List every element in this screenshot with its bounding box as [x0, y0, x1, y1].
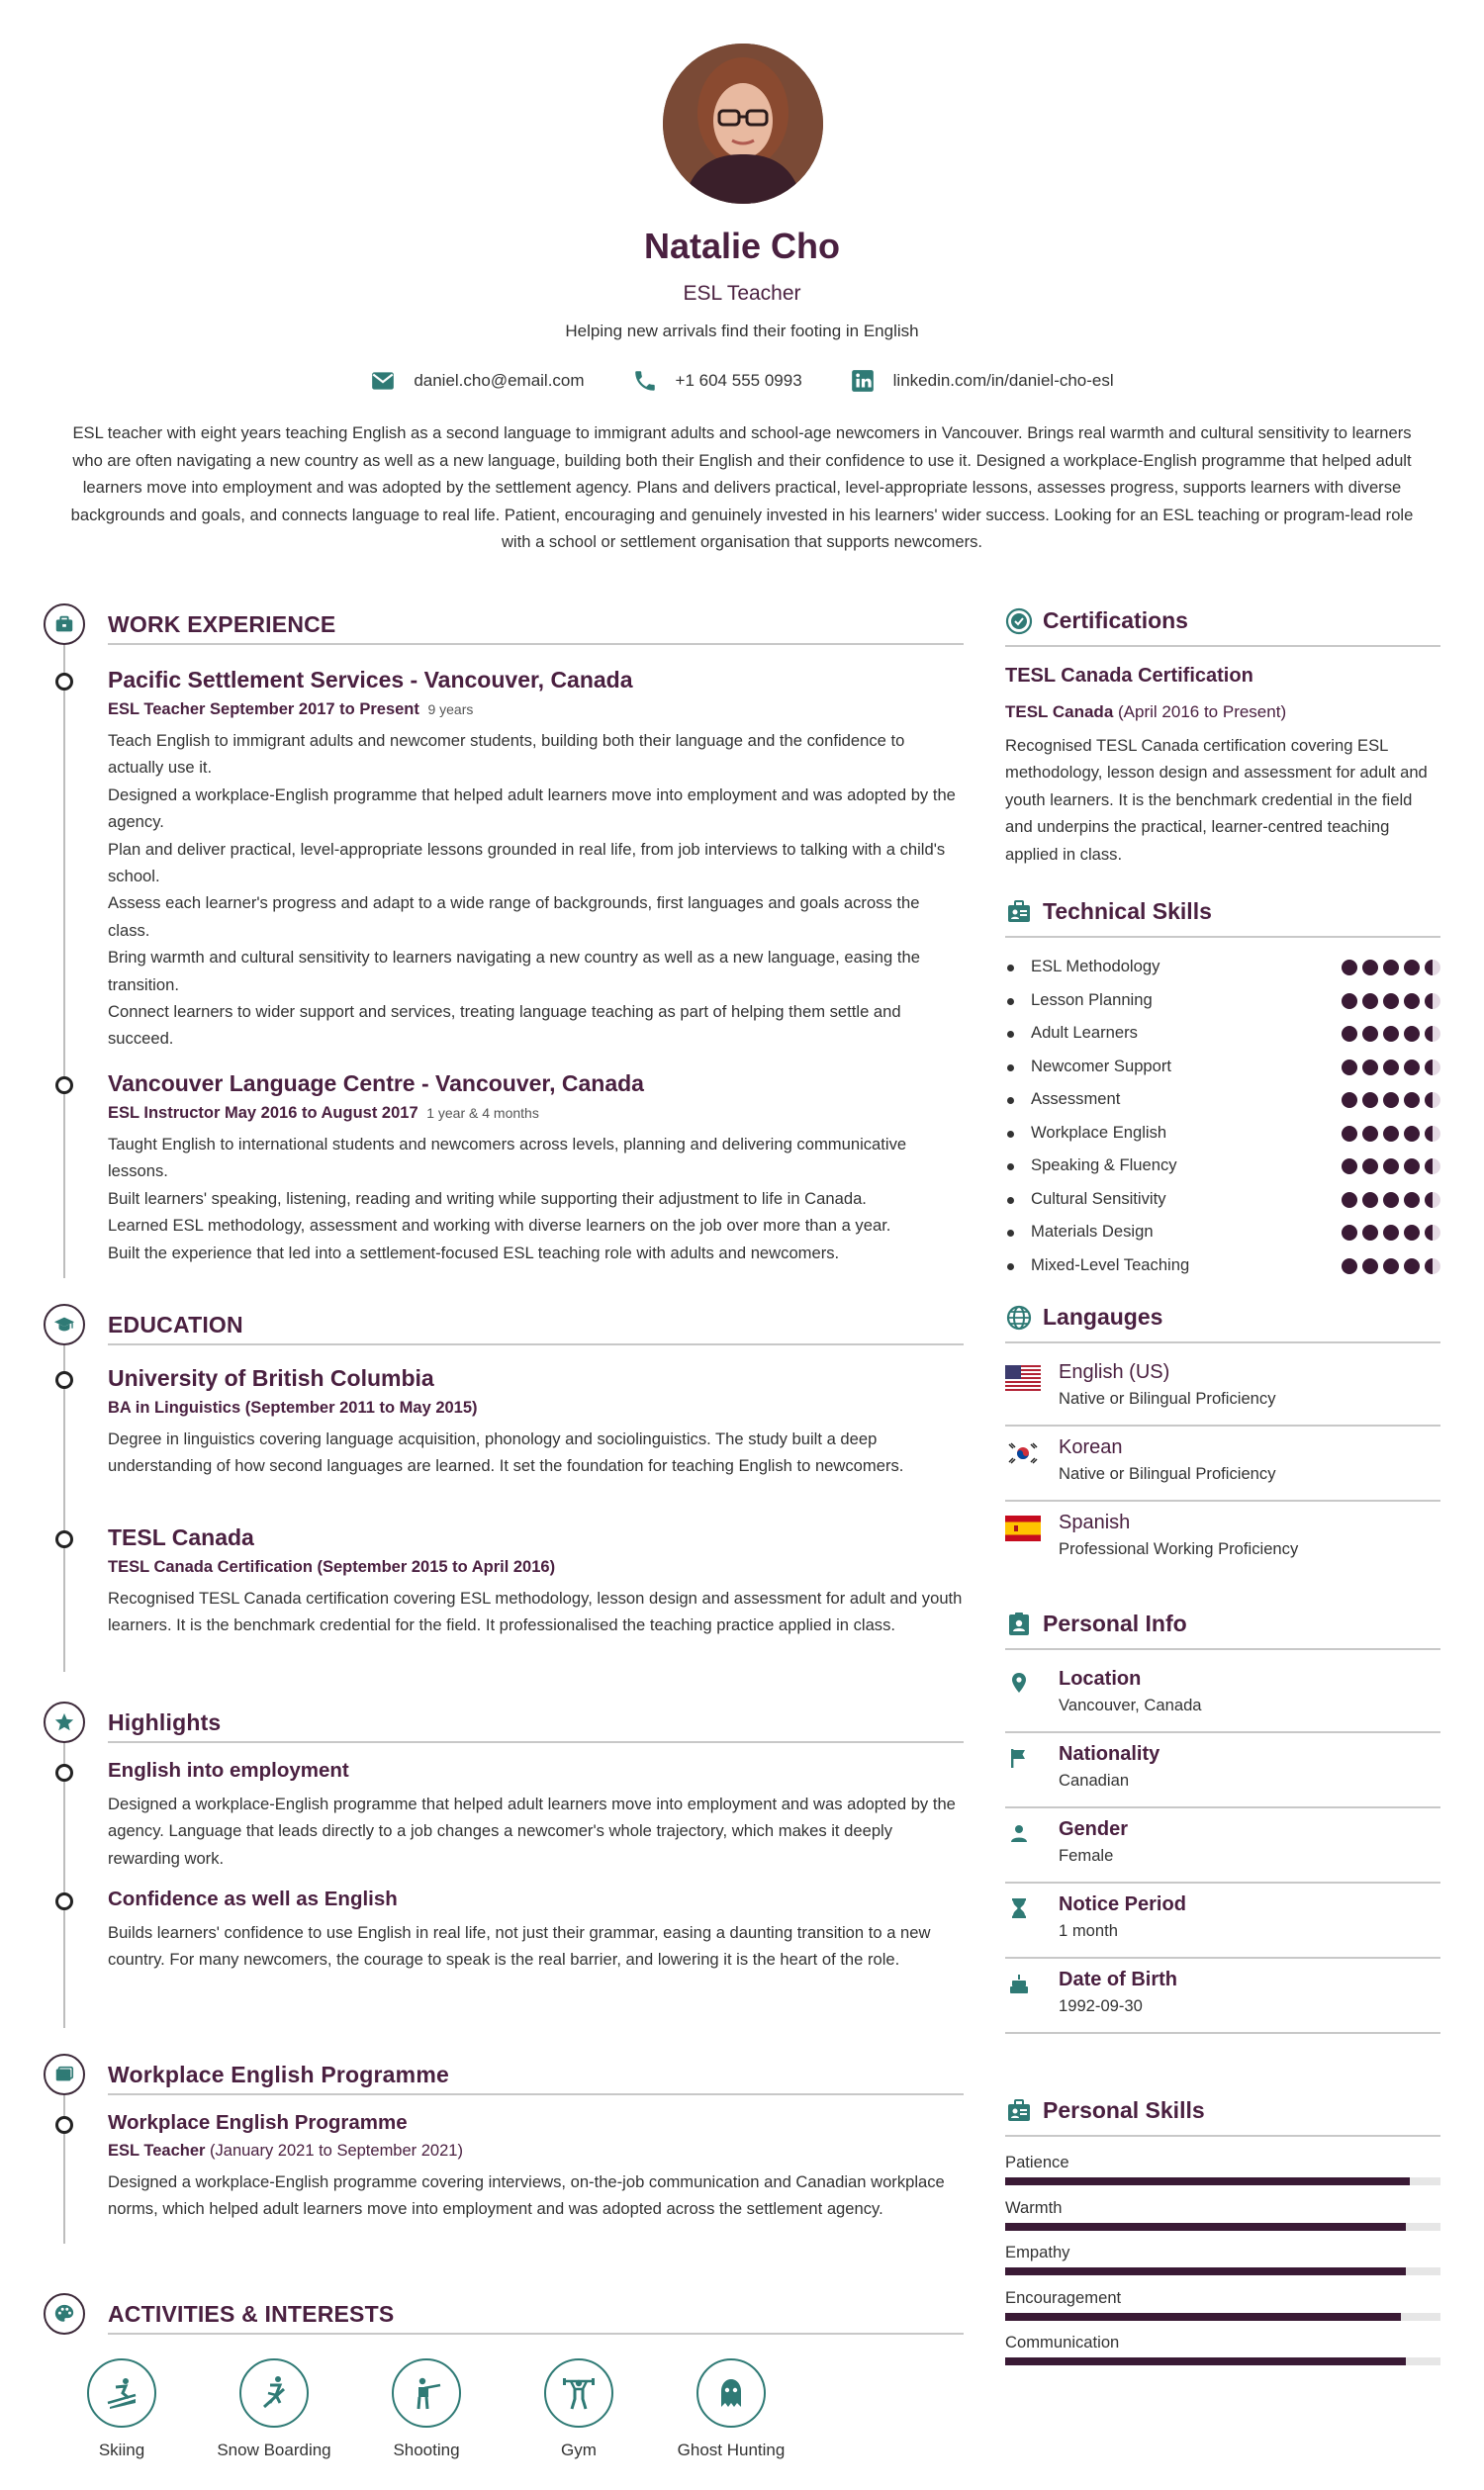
rating-dot [1383, 1192, 1399, 1208]
info-value: Female [1059, 1846, 1114, 1865]
role-dates: May 2016 to August 2017 [224, 1104, 418, 1122]
skill-rating [1342, 1258, 1440, 1274]
shooting-icon [392, 2358, 461, 2428]
skill-rating [1342, 1060, 1440, 1075]
personal-skill-item [1005, 2243, 1440, 2275]
activity-label: Gym [561, 2441, 597, 2459]
bullet-icon [1007, 998, 1014, 1005]
highlight-entry [108, 1759, 964, 1872]
technical-skill-item [1005, 1055, 1440, 1082]
language-level: Native or Bilingual Proficiency [1059, 1464, 1276, 1483]
contact-linkedin[interactable] [850, 368, 1114, 394]
education-description: Degree in linguistics covering language acquisition, phonology and sociolinguistics. The study built a deep understanding of how second languages are learned. It set the foundation for teaching English to newcomers. [108, 1429, 904, 1476]
section-title: Personal Skills [1043, 2097, 1205, 2123]
timeline-dot [55, 1530, 73, 1548]
skill-name: Materials Design [1031, 1222, 1154, 1241]
rating-dot [1342, 993, 1357, 1009]
bullet-icon [1007, 1131, 1014, 1138]
star-icon [44, 1702, 85, 1743]
korea-flag-icon [1005, 1440, 1041, 1466]
technical-skill-item [1005, 988, 1440, 1016]
language-name: Spanish [1059, 1512, 1131, 1533]
bullet-icon [1007, 1031, 1014, 1038]
role-description [108, 1131, 964, 1266]
item-divider [1005, 1957, 1440, 1959]
description-line: Learned ESL methodology, assessment and working with diverse learners on the job over more than a year. [108, 1216, 891, 1236]
skill-rating [1342, 1158, 1440, 1174]
rating-dot [1383, 1126, 1399, 1142]
rating-dot [1362, 993, 1378, 1009]
skill-rating [1342, 960, 1440, 975]
role-title: ESL Instructor [108, 1104, 221, 1122]
personal-skill-item [1005, 2288, 1440, 2321]
section-divider [108, 1343, 964, 1345]
contact-card-icon [1005, 1611, 1033, 1638]
phone-icon [632, 368, 658, 394]
rating-dot [1425, 1126, 1440, 1142]
hourglass-icon [1007, 1896, 1031, 1920]
info-label: Notice Period [1059, 1893, 1186, 1915]
rating-dot [1404, 1060, 1420, 1075]
rating-dot [1362, 1060, 1378, 1075]
rating-dot [1425, 960, 1440, 975]
cake-icon [1007, 1972, 1031, 1995]
timeline-line [63, 1345, 65, 1672]
item-divider [1005, 1731, 1440, 1733]
degree-dates: (September 2011 to May 2015) [244, 1399, 478, 1417]
timeline-dot [55, 673, 73, 691]
rating-dot [1404, 1158, 1420, 1174]
skill-bar-track [1005, 2357, 1440, 2365]
contact-list [0, 368, 1484, 394]
certification-issuer: TESL Canada [1005, 702, 1114, 721]
activity-item [352, 2358, 501, 2460]
bullet-icon [1007, 1197, 1014, 1204]
section-divider [1005, 2135, 1440, 2137]
technical-skill-item [1005, 1220, 1440, 1247]
tagline: Helping new arrivals find their footing in English [565, 322, 919, 340]
item-divider [1005, 1806, 1440, 1808]
role-description [108, 727, 964, 1053]
highlight-title: English into employment [108, 1759, 349, 1782]
certification-title: TESL Canada Certification [1005, 665, 1253, 687]
rating-dot [1425, 1060, 1440, 1075]
skill-rating [1342, 1126, 1440, 1142]
skill-name: Newcomer Support [1031, 1056, 1172, 1075]
info-value: Vancouver, Canada [1059, 1696, 1202, 1714]
description-line: Plan and deliver practical, level-appropriate lessons grounded in real life, from job interviews to talking with a child's school. [108, 839, 946, 886]
section-divider [1005, 645, 1440, 647]
activity-item [505, 2358, 653, 2460]
technical-skill-item [1005, 955, 1440, 982]
rating-dot [1404, 1092, 1420, 1108]
rating-dot [1425, 1192, 1440, 1208]
degree-title: BA in Linguistics [108, 1399, 241, 1417]
personal-skill-item [1005, 2153, 1440, 2185]
item-divider [1005, 1500, 1440, 1502]
skill-name: Mixed-Level Teaching [1031, 1254, 1190, 1274]
badge-check-icon [1005, 607, 1033, 635]
skill-bar-track [1005, 2223, 1440, 2231]
ghost-icon [696, 2358, 766, 2428]
description-line: Built the experience that led into a settlement-focused ESL teaching role with adults and newcomers. [108, 1243, 840, 1262]
item-divider [1005, 2032, 1440, 2034]
bullet-icon [1007, 1097, 1014, 1104]
role-dates: September 2017 to Present [210, 700, 419, 718]
section-divider [1005, 1341, 1440, 1343]
location-pin-icon [1007, 1671, 1031, 1695]
rating-dot [1362, 1092, 1378, 1108]
rating-dot [1404, 1026, 1420, 1042]
section-title: Personal Info [1043, 1611, 1187, 1636]
rating-dot [1425, 1225, 1440, 1241]
section-title: EDUCATION [108, 1312, 243, 1337]
technical-skill-item [1005, 1153, 1440, 1181]
id-badge-icon [1005, 898, 1033, 926]
palette-icon [44, 2293, 85, 2335]
rating-dot [1342, 1258, 1357, 1274]
section-title: Certifications [1043, 607, 1188, 633]
skill-name: Assessment [1031, 1089, 1121, 1108]
skill-rating [1342, 1192, 1440, 1208]
rating-dot [1404, 1225, 1420, 1241]
bullet-icon [1007, 1230, 1014, 1237]
rating-dot [1425, 1158, 1440, 1174]
description-line: Connect learners to wider support and services, treating language teaching as part of helping them settle and succeed. [108, 1002, 901, 1049]
activity-label: Shooting [393, 2441, 460, 2459]
project-description: Designed a workplace-English programme covering interviews, on-the-job communication and Canadian workplace norms, which helped adult learners move into employment and was adopted across the settlement agency. [108, 2172, 945, 2219]
activity-label: Ghost Hunting [677, 2441, 786, 2459]
rating-dot [1342, 1225, 1357, 1241]
language-name: English (US) [1059, 1361, 1170, 1383]
rating-dot [1362, 1126, 1378, 1142]
section-title: Technical Skills [1043, 898, 1212, 924]
skill-bar-fill [1005, 2357, 1406, 2365]
rating-dot [1404, 1126, 1420, 1142]
skill-bar-track [1005, 2267, 1440, 2275]
language-level: Professional Working Proficiency [1059, 1539, 1299, 1558]
email-icon [370, 368, 396, 394]
skill-rating [1342, 993, 1440, 1009]
us-flag-icon [1005, 1365, 1041, 1391]
id-badge-icon [1005, 2097, 1033, 2125]
highlight-description: Designed a workplace-English programme that helped adult learners move into employment and was adopted by the agency. Language that leads directly to a job changes a newcomer's whole trajectory, which makes it deeply rewarding work. [108, 1795, 956, 1868]
rating-dot [1342, 1192, 1357, 1208]
technical-skill-item [1005, 1087, 1440, 1115]
skill-bar-fill [1005, 2177, 1410, 2185]
timeline-dot [55, 1371, 73, 1389]
skiing-icon [87, 2358, 156, 2428]
role-line [108, 700, 964, 719]
contact-email[interactable] [370, 368, 584, 394]
school-name: University of British Columbia [108, 1365, 434, 1391]
technical-skill-item [1005, 1121, 1440, 1149]
degree-line [108, 1399, 964, 1418]
info-label: Nationality [1059, 1743, 1160, 1765]
info-label: Location [1059, 1668, 1142, 1690]
section-divider [1005, 936, 1440, 938]
timeline-line [63, 645, 65, 1278]
rating-dot [1342, 1126, 1357, 1142]
degree-title: TESL Canada Certification [108, 1558, 313, 1576]
project-title: Workplace English Programme [108, 2111, 408, 2134]
folder-icon [44, 2054, 85, 2095]
company-name: Vancouver Language Centre - Vancouver, Canada [108, 1070, 644, 1096]
section-divider [108, 643, 964, 645]
description-line: Built learners' speaking, listening, reading and writing while supporting their adjustment to life in Canada. [108, 1188, 867, 1208]
highlight-title: Confidence as well as English [108, 1888, 398, 1910]
flag-icon [1007, 1746, 1031, 1770]
rating-dot [1362, 1225, 1378, 1241]
section-title: Langauges [1043, 1304, 1163, 1330]
section-title: Highlights [108, 1709, 222, 1735]
description-line: Assess each learner's progress and adapt to a wide range of backgrounds, first languages and goals across the class. [108, 893, 920, 940]
skill-name: Workplace English [1031, 1122, 1167, 1142]
activity-label: Skiing [98, 2441, 145, 2459]
candidate-name: Natalie Cho [643, 226, 841, 266]
rating-dot [1383, 1026, 1399, 1042]
timeline-dot [55, 1764, 73, 1782]
rating-dot [1404, 993, 1420, 1009]
timeline-line [63, 1741, 65, 2028]
activity-item [47, 2358, 196, 2460]
skill-bar-fill [1005, 2267, 1406, 2275]
rating-dot [1425, 1026, 1440, 1042]
timeline-dot [55, 1892, 73, 1910]
description-line: Teach English to immigrant adults and newcomer students, building both their language and the confidence to actually use it. [108, 731, 905, 778]
item-divider [1005, 1882, 1440, 1884]
rating-dot [1383, 1225, 1399, 1241]
company-name: Pacific Settlement Services - Vancouver, Canada [108, 667, 633, 692]
rating-dot [1342, 1158, 1357, 1174]
bullet-icon [1007, 1163, 1014, 1170]
rating-dot [1383, 1060, 1399, 1075]
gym-icon [544, 2358, 613, 2428]
work-entry [108, 1070, 964, 1266]
section-divider [108, 1741, 964, 1743]
project-entry [108, 2111, 964, 2223]
briefcase-icon [44, 603, 85, 645]
section-title: WORK EXPERIENCE [108, 611, 336, 637]
education-entry [108, 1524, 964, 1639]
certification-description: Recognised TESL Canada certification covering ESL methodology, lesson design and assessment for adult and youth learners. It is the benchmark credential in the field and underpins the practical, learner-centred teaching applied in class. [1005, 736, 1428, 864]
degree-line [108, 1558, 964, 1577]
role-duration: 1 year & 4 months [426, 1105, 539, 1121]
timeline-dot [55, 2116, 73, 2134]
section-title: ACTIVITIES & INTERESTS [108, 2301, 395, 2327]
job-title: ESL Teacher [683, 282, 801, 305]
skill-rating [1342, 1092, 1440, 1108]
skill-name: Speaking & Fluency [1031, 1155, 1177, 1174]
activity-item [657, 2358, 805, 2460]
rating-dot [1383, 1258, 1399, 1274]
profile-summary: ESL teacher with eight years teaching English as a second language to immigrant adults and school-age newcomers in Vancouver. Brings real warmth and cultural sensitivity to learners who are often navigating a new country as well as a new language, building both their English and their confidence to use it. Designed a workplace-English programme that helped adult learners move into employment and was adopted by the settlement agency. Plans and delivers practical, level-appropriate lessons, assesses progress, supports learners with diverse backgrounds and goals, and connects language to real life. Patient, encouraging and genuinely invested in his learners' wider success. Looking for an ESL teaching or program-lead role with a school or settlement organisation that supports newcomers. [70, 423, 1414, 551]
activity-label: Snow Boarding [217, 2441, 331, 2459]
bullet-icon [1007, 1064, 1014, 1071]
section-divider [1005, 1648, 1440, 1650]
highlight-description: Builds learners' confidence to use English in real life, not just their grammar, easing a daunting transition to a new country. For many newcomers, the courage to speak is the real barrier, and lowering it is the heart of the role. [108, 1923, 931, 1970]
rating-dot [1383, 1158, 1399, 1174]
item-divider [1005, 1425, 1440, 1427]
description-line: Taught English to international students and newcomers across levels, planning and delivering communicative lessons. [108, 1135, 907, 1181]
skill-name: Encouragement [1005, 2287, 1122, 2307]
rating-dot [1342, 1092, 1357, 1108]
description-line: Bring warmth and cultural sensitivity to learners navigating a new country as well as a new language, easing the transition. [108, 948, 920, 994]
rating-dot [1342, 960, 1357, 975]
rating-dot [1425, 1092, 1440, 1108]
skill-bar-track [1005, 2313, 1440, 2321]
globe-icon [1005, 1304, 1033, 1332]
skill-name: ESL Methodology [1031, 957, 1160, 975]
rating-dot [1404, 1192, 1420, 1208]
role-title: ESL Teacher [108, 700, 206, 718]
education-entry [108, 1365, 964, 1480]
skill-rating [1342, 1225, 1440, 1241]
project-role-line [108, 2142, 964, 2161]
skill-name: Patience [1005, 2153, 1069, 2171]
section-divider [108, 2333, 964, 2335]
linkedin-icon [850, 368, 876, 394]
technical-skill-item [1005, 1187, 1440, 1215]
bullet-icon [1007, 1263, 1014, 1270]
skill-name: Warmth [1005, 2197, 1063, 2217]
snowboarding-icon [239, 2358, 309, 2428]
contact-phone[interactable] [632, 368, 802, 394]
rating-dot [1362, 1026, 1378, 1042]
rating-dot [1425, 993, 1440, 1009]
skill-bar-track [1005, 2177, 1440, 2185]
skill-bar-fill [1005, 2223, 1406, 2231]
language-level: Native or Bilingual Proficiency [1059, 1389, 1276, 1408]
avatar [663, 44, 823, 204]
rating-dot [1425, 1258, 1440, 1274]
rating-dot [1342, 1060, 1357, 1075]
skill-name: Lesson Planning [1031, 989, 1153, 1009]
info-value: 1992-09-30 [1059, 1996, 1143, 2015]
skill-name: Cultural Sensitivity [1031, 1188, 1166, 1208]
activity-item [200, 2358, 348, 2460]
person-icon [1007, 1821, 1031, 1845]
linkedin-text: linkedin.com/in/daniel-cho-esl [892, 371, 1114, 390]
section-divider [108, 2093, 964, 2095]
rating-dot [1362, 1258, 1378, 1274]
rating-dot [1383, 993, 1399, 1009]
degree-dates: (September 2015 to April 2016) [317, 1558, 556, 1576]
spain-flag-icon [1005, 1516, 1041, 1541]
education-description: Recognised TESL Canada certification covering ESL methodology, lesson design and assessment for adult and youth learners. It is the benchmark credential for the field. It professionalised the teaching practice applied in class. [108, 1589, 963, 1635]
personal-skill-item [1005, 2333, 1440, 2365]
certification-dates: (April 2016 to Present) [1118, 702, 1287, 721]
school-name: TESL Canada [108, 1524, 254, 1550]
rating-dot [1404, 960, 1420, 975]
skill-name: Communication [1005, 2333, 1120, 2352]
info-value: Canadian [1059, 1771, 1130, 1790]
highlight-entry [108, 1888, 964, 1974]
rating-dot [1342, 1026, 1357, 1042]
rating-dot [1404, 1258, 1420, 1274]
graduation-cap-icon [44, 1304, 85, 1345]
phone-text: +1 604 555 0993 [675, 371, 802, 390]
description-line: Designed a workplace-English programme that helped adult learners move into employment and was adopted by the agency. [108, 784, 956, 832]
personal-skill-item [1005, 2198, 1440, 2231]
section-title: Workplace English Programme [108, 2062, 449, 2087]
bullet-icon [1007, 965, 1014, 971]
project-role: ESL Teacher [108, 2142, 206, 2160]
certification-issuer-line [1005, 702, 1286, 722]
info-label: Gender [1059, 1818, 1129, 1840]
rating-dot [1362, 960, 1378, 975]
skill-name: Empathy [1005, 2243, 1070, 2261]
role-duration: 9 years [427, 701, 474, 717]
email-text: daniel.cho@email.com [414, 371, 585, 390]
technical-skill-item [1005, 1021, 1440, 1049]
timeline-dot [55, 1076, 73, 1094]
info-label: Date of Birth [1059, 1969, 1177, 1990]
work-entry [108, 667, 964, 1053]
technical-skill-item [1005, 1253, 1440, 1281]
role-line [108, 1104, 964, 1123]
language-name: Korean [1059, 1436, 1123, 1458]
skill-bar-fill [1005, 2313, 1401, 2321]
rating-dot [1362, 1158, 1378, 1174]
skill-rating [1342, 1026, 1440, 1042]
rating-dot [1383, 1092, 1399, 1108]
project-dates: (January 2021 to September 2021) [210, 2142, 463, 2160]
skill-name: Adult Learners [1031, 1023, 1138, 1042]
rating-dot [1383, 960, 1399, 975]
rating-dot [1362, 1192, 1378, 1208]
info-value: 1 month [1059, 1921, 1118, 1940]
